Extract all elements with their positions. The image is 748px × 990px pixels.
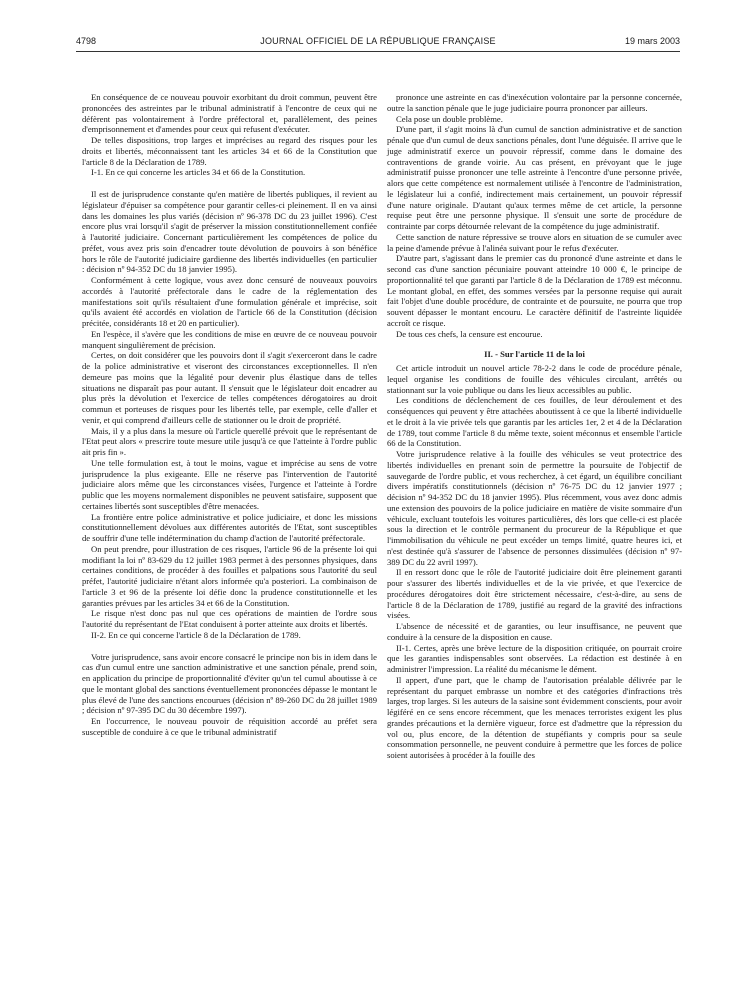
paragraph: Le risque n'est donc pas nul que ces opérations de maintien de l'ordre sous l'autorité du représentant de l'Etat conduisent à porter atteinte aux droits et libertés. [82, 608, 377, 629]
paragraph: On peut prendre, pour illustration de ces risques, l'article 96 de la présente loi qui modifiant la loi nº 83-629 du 12 juillet 1983 permet à des personnes physiques, dans certaines conditions, de procéder à des fouilles et palpations sous l'autorité du seul préfet, l'autorité judiciaire n'étant alors informée qu'a posteriori. La combinaison de l'article 3 et 96 de la présente loi défie donc la prudence constitutionnelle et les garanties prévues par les articles 34 et 66 de la Constitution. [82, 543, 377, 608]
paragraph: Cette sanction de nature répressive se trouve alors en situation de se cumuler avec la peine d'amende prévue à l'alinéa suivant pour le refus d'exécuter. [387, 231, 682, 253]
paragraph: Les conditions de déclenchement de ces fouilles, de leur déroulement et des conséquences qui peuvent y être attachées aboutissent à ce que la liberté individuelle et le droit à la vie privée tels que garantis par les articles 1er, 2 et 4 de la Déclaration de 1789, tout comme l'article 8 du même texte, soient méconnus et ensemble l'article 66 de la Constitution. [387, 395, 682, 449]
paragraph: Conformément à cette logique, vous avez donc censuré de nouveaux pouvoirs accordés à l'autorité préfectorale dans le cadre de la réglementation des manifestations soit qu'ils résultaient d'une formulation générale et imprécise, soit qu'ils avaient été accordés en violation de l'article 66 de la Constitution (décision précitée, considérants 18 et 20 en particulier). [82, 275, 377, 328]
page-number: 4798 [76, 36, 97, 46]
journal-title: JOURNAL OFFICIEL DE LA RÉPUBLIQUE FRANÇAISE [260, 36, 496, 46]
paragraph: I-1. En ce qui concerne les articles 34 et 66 de la Constitution. [91, 167, 306, 178]
section-heading: II. - Sur l'article 11 de la loi [484, 349, 585, 360]
paragraph: prononce une astreinte en cas d'inexécution volontaire par la personne concernée, outre la sanction pénale que le juge judiciaire pourra prononcer par ailleurs. [387, 92, 682, 113]
paragraph: Cela pose un double problème. [396, 113, 503, 124]
paragraph: De tous ces chefs, la censure est encourue. [396, 328, 543, 339]
paragraph: De telles dispositions, trop larges et imprécises au regard des risques pour les droits et libertés, méconnaissent tant les articles 34 et 66 de la Constitution que l'article 8 de la Déclaration de 1789. [82, 135, 377, 167]
paragraph: Il appert, d'une part, que le champ de l'autorisation préalable délivrée par le représentant du parquet embrasse un nombre et des catégories d'infractions très larges, trop larges. Si les auteurs de la saisine sont évidemment conscients, pour avoir légiféré en ce sens encore récemment, que les menaces terroristes exigent les plus grandes précautions et la dernière vigueur, force est d'admettre que la répression du vol ou, plus encore, de la détention de stupéfiants y compris pour sa seule consommation personnelle, ne peuvent conduire à permettre que les forces de police soient autorisées à procéder à la fouille des [387, 674, 682, 760]
publication-date: 19 mars 2003 [624, 36, 680, 46]
paragraph: Votre jurisprudence relative à la fouille des véhicules se veut protectrice des libertés individuelles en prenant soin de permettre la poursuite de l'objectif de sauvegarde de l'ordre public, et vous recherchez, à cet égard, un équilibre conciliant divers impératifs constitutionnels (décision nº 76-75 DC du 12 janvier 1977 ; décision nº 94-352 DC du 18 janvier 1995). Plus récemment, vous avez donc admis une extension des pouvoirs de la police judiciaire en matière de visite sommaire d'un véhicule, excluant toutefois les voitures particulières, dès lors que celle-ci est placée sous la direction et le contrôle permanent du procureur de la République et que l'immobilisation du véhicule ne peut excéder un temps limité, quatre heures ici, et n'est destinée qu'à s'assurer de l'absence de personnes dissimulées (décision nº 97-389 DC du 22 avril 1997). [387, 449, 682, 567]
paragraph: L'absence de nécessité et de garanties, ou leur insuffisance, ne peuvent que conduire à la censure de la disposition en cause. [387, 621, 682, 642]
header-rule [76, 51, 680, 52]
left-column [82, 92, 377, 738]
paragraph: En l'espèce, il s'avère que les conditions de mise en œuvre de ce nouveau pouvoir manquent singulièrement de précision. [82, 328, 377, 350]
paragraph: II-1. Certes, après une brève lecture de la disposition critiquée, on pourrait croire que les garanties indispensables sont observées. La rédaction est destinée à en administrer l'impression. La réalité du mécanisme le dément. [387, 642, 682, 674]
paragraph: D'une part, il s'agit moins là d'un cumul de sanction administrative et de sanction pénale que d'un cumul de deux sanctions pénales, dont l'une déguisée. Il arrive que le juge administratif exerce un pouvoir répressif, comme dans le domaine des contraventions de grande voirie. Au cas présent, en prévoyant que le juge administratif puisse prononcer une telle astreinte à l'encontre d'une personne privée, alors que cette compétence est normalement utilisée à l'encontre de l'administration, le législateur lui a confié, indirectement mais certainement, un pouvoir répressif d'une nature originale. D'autant qu'aux termes même de cet article, la personne requise peut être une personne physique. Il s'ensuit une sorte de procédure de contrainte par corps détournée relevant de la compétence du juge administratif. [387, 124, 682, 231]
paragraph: Une telle formulation est, à tout le moins, vague et imprécise au sens de votre jurisprudence la plus exigeante. Elle ne réserve pas l'intervention de l'autorité judiciaire alors même que les circonstances visées, l'urgence et l'atteinte à l'ordre public que les moyens normalement disponibles ne peuvent satisfaire, supposent que certaines libertés sont susceptibles d'être menacées. [82, 457, 377, 511]
paragraph: Certes, on doit considérer que les pouvoirs dont il s'agit s'exerceront dans le cadre de la police administrative et viseront des circonstances exceptionnelles. Il n'en demeure pas moins que la légalité pour devenir plus élastique dans de telles situations ne disparaît pas pour autant. Il s'ensuit que le législateur doit encadrer au plus près la dévolution et l'exercice de telles compétences dérogatoires au droit commun et porteuses de risques pour les libertés telle, par exemple, celle d'aller et venir, et qui comprend d'ailleurs celle de stationner ou le droit de propriété. [82, 350, 377, 425]
page-header [76, 36, 680, 50]
paragraph: D'autre part, s'agissant dans le premier cas du prononcé d'une astreinte et dans le second cas d'une sanction pécuniaire pouvant atteindre 10 000 €, le principe de proportionnalité tel que garanti par l'article 8 de la Déclaration de 1789 est méconnu. Le montant global, en effet, des sommes versées par la personne requise qui aurait fait l'objet d'une double procédure, de contrainte et de poursuite, ne pourra que trop souvent dépasser le montant encouru. Le caractère définitif de l'astreinte liquidée accroît ce risque. [387, 253, 682, 328]
paragraph: En l'occurrence, le nouveau pouvoir de réquisition accordé au préfet sera susceptible de conduire à ce que le tribunal administratif [82, 716, 377, 737]
paragraph: Mais, il y a plus dans la mesure où l'article querellé prévoit que le représentant de l'Etat peut alors « prescrire toute mesure utile jusqu'à ce que l'atteinte à l'ordre public ait pris fin ». [82, 425, 377, 457]
paragraph: Il en ressort donc que le rôle de l'autorité judiciaire doit être pleinement garanti pour s'assurer des libertés individuelles et de la vie privée, et que l'exercice de procédures dérogatoires doit être strictement nécessaire, c'est-à-dire, au sens de l'article 8 de la Déclaration de 1789, justifié au regard de la gravité des infractions visées. [387, 567, 682, 621]
paragraph: La frontière entre police administrative et police judiciaire, et donc les missions constitutionnellement dévolues aux différentes autorités de l'Etat, sont susceptibles de souffrir d'une telle indétermination du champ d'action de l'autorité préfectorale. [82, 511, 377, 543]
paragraph: Cet article introduit un nouvel article 78-2-2 dans le code de procédure pénale, lequel organise les conditions de fouille des véhicules circulant, arrêtés ou stationnant sur la voie publique ou dans les lieux accessibles au public. [387, 363, 682, 395]
right-column [387, 92, 682, 761]
paragraph: II-2. En ce qui concerne l'article 8 de la Déclaration de 1789. [91, 629, 301, 640]
paragraph: En conséquence de ce nouveau pouvoir exorbitant du droit commun, peuvent être prononcées des astreintes par le tribunal administratif à l'encontre de ceux qui ne défèrent pas volontairement à l'ordre préfectoral et, parallèlement, des peines d'emprisonnement et d'amendes pour ceux qui refusent d'exécuter. [82, 92, 377, 135]
paragraph: Votre jurisprudence, sans avoir encore consacré le principe non bis in idem dans le cas d'un cumul entre une sanction administrative et une sanction pénale, prend soin, en application du principe de proportionnalité d'éviter qu'un tel cumul aboutisse à ce que le montant global des sanctions éventuellement prononcées dépasse le montant le plus élevé de l'une des sanctions encourues (décision nº 89-260 DC du 28 juillet 1989 ; décision nº 97-395 DC du 30 décembre 1997). [82, 651, 377, 716]
paragraph: Il est de jurisprudence constante qu'en matière de libertés publiques, il revient au législateur d'épuiser sa compétence pour garantir celles-ci pleinement. Il en va ainsi dans les domaines les plus variés (décision nº 96-378 DC du 23 juillet 1996). C'est encore plus vrai lorsqu'il s'agit de préserver la mission constitutionnellement confiée à l'autorité judiciaire. Concernant particulièrement les compétences de police du préfet, vous avez pris soin d'encadrer toute dévolution de pouvoirs à son bénéfice hors le rôle de l'autorité judiciaire gardienne des libertés individuelles (en particulier : décision nº 94-352 DC du 18 janvier 1995). [82, 189, 377, 275]
